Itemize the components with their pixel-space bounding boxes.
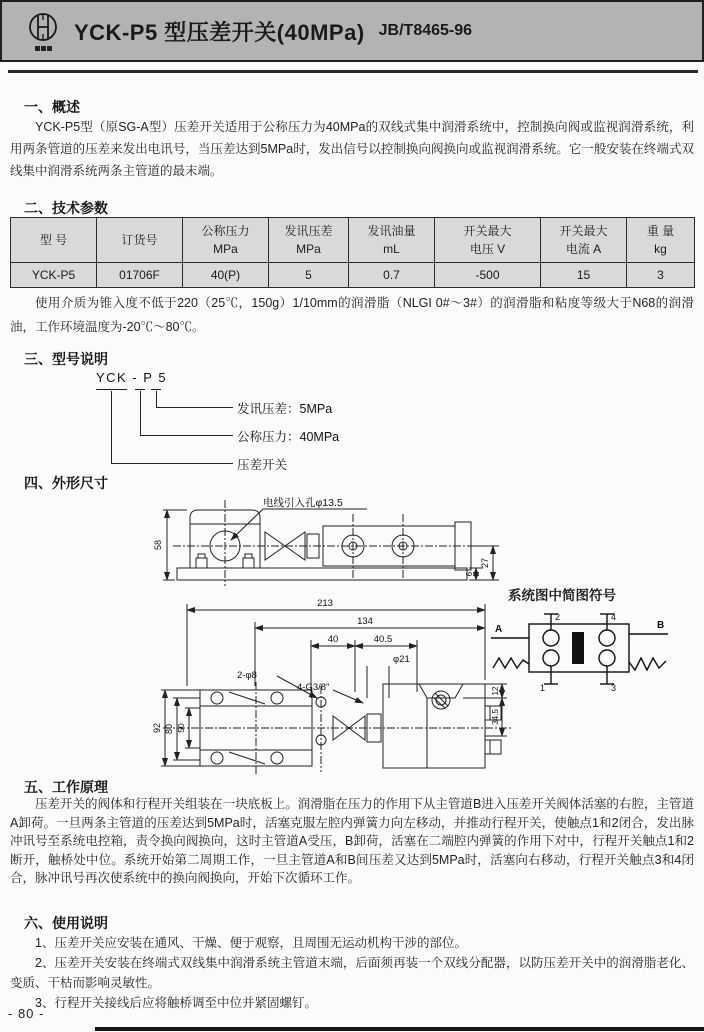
dim-thread: 4-G3/8″: [297, 682, 330, 693]
specs-note: 使用介质为锥入度不低于220（25℃，150g）1/10mm的润滑脂（NLGI 0#～3#）的润滑脂和粘度等级大于N68的润滑油，工作环境温度为-20℃～80℃。: [10, 296, 694, 334]
cell-weight: 3: [627, 263, 695, 288]
symbol-port-b: B: [657, 620, 665, 631]
cell-model: YCK-P5: [11, 263, 97, 288]
section-heading-model: 三、型号说明: [24, 351, 108, 367]
tick-yck: [96, 389, 127, 390]
dim-92: 92: [152, 722, 162, 734]
section-heading-usage: 六、使用说明: [24, 915, 108, 931]
model-code: YCK - P 5: [96, 370, 168, 385]
col-model: 型 号: [11, 218, 97, 263]
col-max-voltage: 开关最大 电压 V: [435, 218, 541, 263]
header-rule: [8, 70, 698, 73]
principle-paragraph: 压差开关的阀体和行程开关组装在一块底板上。润滑脂在压力的作用下从主管道B进入压差开关阀体活塞的右腔，主管道A卸荷。一旦两条主管道的压差达到5MPa时，活塞克服左腔内弹簧力向左移动，并推动行程开关，使触点1和2闭合，发出脉冲讯号至系统电控箱，责令换向阀换向，这时主管道A受压，B卸荷，活塞在二端腔内弹簧的作用下对中，行程开关触点1和2断开，触桥处中位。系统开始第二周期工作，一旦主管道A和B间压差又达到5MPa时，活塞向右移动，行程开关触点3和4闭合，脉冲讯号再次使系统中的换向阀换向，开始下次循环工作。: [10, 797, 694, 885]
model-code-diagram: [0, 368, 704, 472]
page-number: - 80 -: [8, 1006, 45, 1021]
dim-27: 27: [480, 557, 490, 569]
bottom-scan-bar: [95, 1027, 704, 1031]
col-weight: 重 量 kg: [627, 218, 695, 263]
brand-logo-caption: [35, 46, 52, 51]
dim-80: 80: [164, 723, 174, 735]
cell-signal-oil-volume: 0.7: [349, 263, 435, 288]
spec-table: [10, 217, 695, 288]
dim-40-5: 40.5: [373, 634, 393, 645]
overview-paragraph: YCK-P5型（原SG-A型）压差开关适用于公称压力为40MPa的双线式集中润滑系统中，控制换向阀或监视润滑系统，利用两条管道的压差来发出电讯号，当压差达到5MPa时，发出信号以控制换向阀换向或监视润滑系统。它一般安装在终端式双线集中润滑系统两条主管道的最末端。: [10, 120, 694, 178]
cell-max-voltage: -500: [435, 263, 541, 288]
spec-table-data-row: [11, 263, 695, 288]
outline-drawing: [15, 492, 515, 776]
tick-p: [135, 389, 145, 390]
col-order-no: 订货号: [97, 218, 183, 263]
cell-nominal-pressure: 40(P): [183, 263, 269, 288]
usage-list: [10, 933, 694, 1013]
section-heading-specs: 二、技术参数: [24, 200, 108, 216]
page-title: YCK-P5 型压差开关(40MPa): [74, 19, 365, 45]
symbol-title: 系统图中简图符号: [508, 588, 616, 603]
system-symbol-drawing: [487, 604, 672, 694]
usage-item-1: 1、压差开关应安装在通风、干燥、便于观察，且周围无运动机构干涉的部位。: [35, 936, 467, 950]
connector-switch-type: [111, 391, 233, 464]
symbol-terminal-2: 2: [555, 612, 561, 622]
model-label-signal-diff: 发讯压差：5MPa: [237, 402, 333, 416]
section-heading-principle: 五、工作原理: [24, 779, 108, 795]
dim-40: 40: [327, 634, 339, 645]
symbol-port-a: A: [495, 624, 503, 635]
dim-50: 50: [176, 723, 186, 733]
usage-item-3: 3、行程开关接线后应将触桥调至中位并紧固螺钉。: [35, 996, 317, 1010]
dim-213: 213: [317, 598, 333, 609]
dim-134: 134: [357, 616, 373, 627]
brand-logo-icon: [26, 11, 60, 45]
dim-phi21: φ21: [393, 654, 410, 665]
brand-logo: [26, 11, 60, 51]
section-heading-overview: 一、概述: [24, 99, 80, 115]
spec-table-header-row: [11, 218, 695, 263]
dim-34-5: 34.5: [491, 709, 500, 725]
standard-number: JB/T8465-96: [378, 22, 473, 39]
dim-6: 6: [465, 571, 474, 577]
tick-5: [151, 389, 161, 390]
usage-item-2: 2、压差开关安装在终端式双线集中润滑系统主管道末端，后面须再装一个双线分配器，以防压差开关中的润滑脂老化、变质、干枯而影响灵敏性。: [10, 956, 694, 990]
dim-2-phi8: 2-φ8: [237, 670, 257, 681]
col-signal-oil-volume: 发讯油量 mL: [349, 218, 435, 263]
cable-hole-label: 电线引入孔φ13.5: [263, 497, 343, 509]
section-heading-dimensions: 四、外形尺寸: [24, 475, 108, 491]
model-label-switch-type: 压差开关: [237, 458, 288, 472]
col-max-current: 开关最大 电流 A: [541, 218, 627, 263]
dim-12: 12: [491, 686, 500, 696]
symbol-terminal-4: 4: [611, 612, 617, 622]
dim-58: 58: [153, 539, 163, 551]
cell-signal-pressure-diff: 5: [269, 263, 349, 288]
col-signal-pressure-diff: 发讯压差 MPa: [269, 218, 349, 263]
header-band: [0, 0, 704, 62]
cell-order-no: 01706F: [97, 263, 183, 288]
model-label-nominal-pressure: 公称压力：40MPa: [237, 430, 340, 444]
cell-max-current: 15: [541, 263, 627, 288]
col-nominal-pressure: 公称压力 MPa: [183, 218, 269, 263]
symbol-terminal-3: 3: [611, 683, 617, 693]
symbol-terminal-1: 1: [540, 683, 546, 693]
